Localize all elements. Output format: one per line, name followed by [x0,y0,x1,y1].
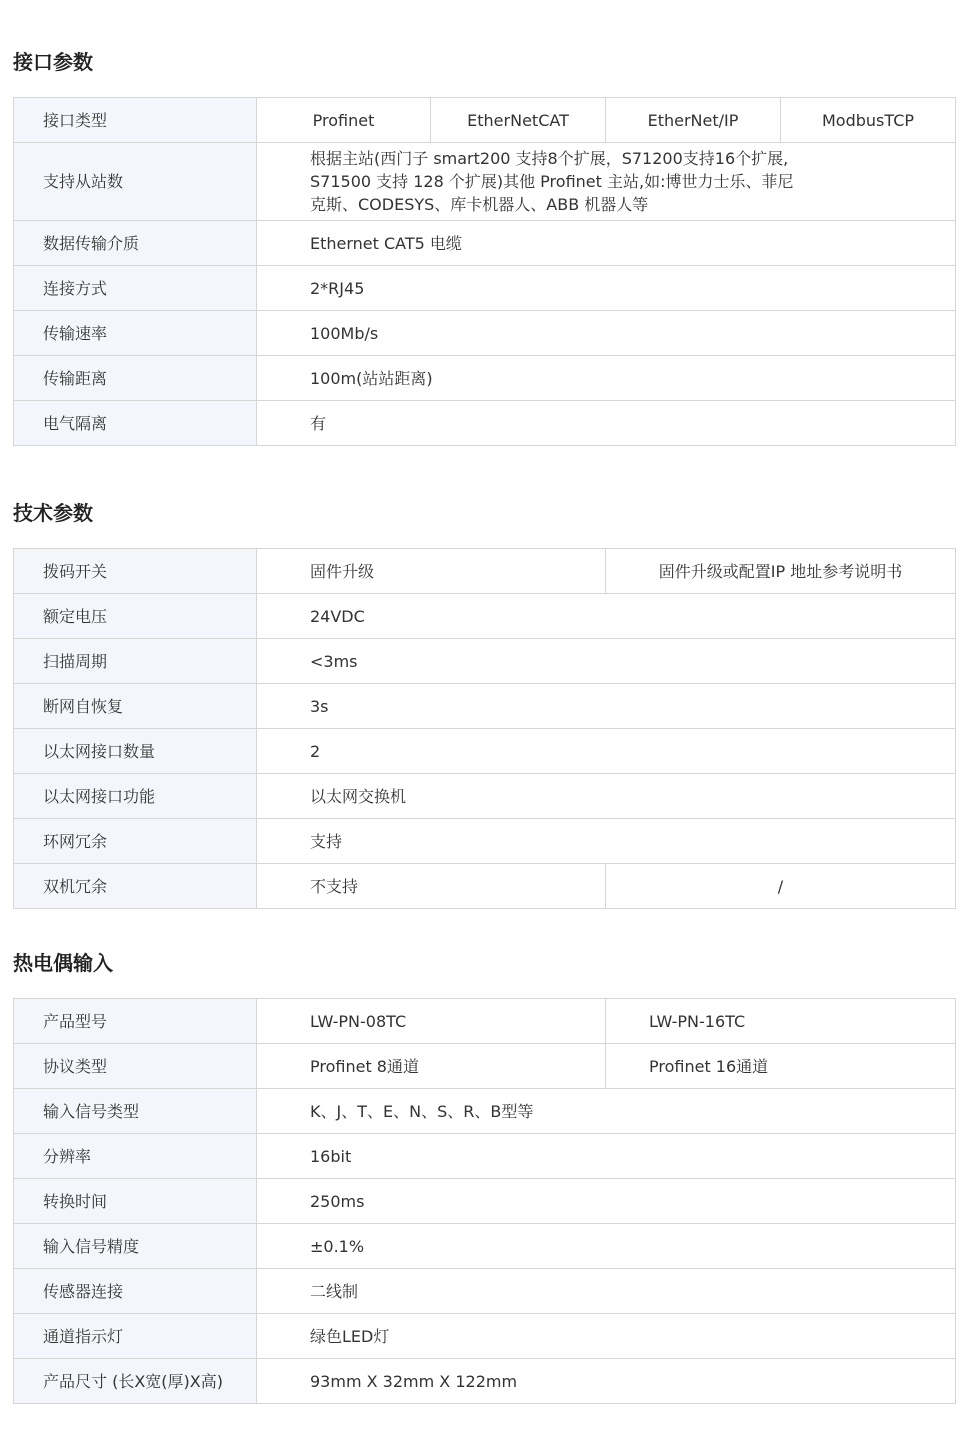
table-row [14,549,956,594]
row-label: 断网自恢复 [14,684,257,729]
table-row [14,999,956,1044]
table-row [14,221,956,266]
table-row [14,1359,956,1404]
row-label: 输入信号类型 [14,1089,257,1134]
row-label: 支持从站数 [14,143,257,221]
row-value: Ethernet CAT5 电缆 [257,221,956,266]
row-value: 二线制 [257,1269,956,1314]
row-label: 环网冗余 [14,819,257,864]
row-value: Profinet [257,98,431,143]
row-value: 支持 [257,819,956,864]
row-label: 产品尺寸 (长X宽(厚)X高) [14,1359,257,1404]
table-row [14,1269,956,1314]
row-value: <3ms [257,639,956,684]
row-value: ModbusTCP [781,98,956,143]
row-value: 不支持 [257,864,606,909]
row-value: ±0.1% [257,1224,956,1269]
row-value: 3s [257,684,956,729]
row-label: 传感器连接 [14,1269,257,1314]
row-label: 扫描周期 [14,639,257,684]
table-row [14,1314,956,1359]
table-row [14,98,956,143]
table-row [14,266,956,311]
table-row [14,401,956,446]
row-label: 电气隔离 [14,401,257,446]
table-row [14,1134,956,1179]
table-row [14,774,956,819]
row-value: 100Mb/s [257,311,956,356]
table-row [14,1089,956,1134]
row-value: 100m(站站距离) [257,356,956,401]
row-value: EtherNet/IP [606,98,781,143]
spec-table [13,998,956,1404]
row-value: 固件升级 [257,549,606,594]
table-row [14,864,956,909]
row-value: 16bit [257,1134,956,1179]
section-title: 热电偶输入 [13,951,113,975]
row-label: 传输速率 [14,311,257,356]
row-value: 绿色LED灯 [257,1314,956,1359]
row-label: 双机冗余 [14,864,257,909]
table-row [14,1179,956,1224]
section-title: 技术参数 [13,501,93,525]
spec-section [13,47,956,446]
row-value: Profinet 8通道 [257,1044,606,1089]
row-value: 24VDC [257,594,956,639]
row-value: 固件升级或配置IP 地址参考说明书 [606,549,956,594]
spec-table [13,548,956,909]
table-row [14,311,956,356]
row-value: 有 [257,401,956,446]
row-value: 以太网交换机 [257,774,956,819]
table-row [14,1224,956,1269]
row-label: 协议类型 [14,1044,257,1089]
table-row [14,356,956,401]
table-row [14,819,956,864]
row-value: LW-PN-08TC [257,999,606,1044]
spec-section [13,948,956,1404]
table-row [14,729,956,774]
row-value: 250ms [257,1179,956,1224]
row-label: 传输距离 [14,356,257,401]
row-label: 数据传输介质 [14,221,257,266]
row-label: 以太网接口功能 [14,774,257,819]
row-value: 2 [257,729,956,774]
section-title: 接口参数 [13,50,93,74]
row-label: 通道指示灯 [14,1314,257,1359]
table-row [14,639,956,684]
row-value: / [606,864,956,909]
row-label: 接口类型 [14,98,257,143]
row-label: 输入信号精度 [14,1224,257,1269]
table-row [14,143,956,221]
row-label: 连接方式 [14,266,257,311]
row-label: 转换时间 [14,1179,257,1224]
table-row [14,1044,956,1089]
row-label: 额定电压 [14,594,257,639]
row-value: 93mm X 32mm X 122mm [257,1359,956,1404]
row-label: 产品型号 [14,999,257,1044]
row-value: LW-PN-16TC [606,999,956,1044]
row-label: 以太网接口数量 [14,729,257,774]
row-label: 分辨率 [14,1134,257,1179]
spec-table [13,97,956,446]
table-row [14,594,956,639]
row-label: 拨码开关 [14,549,257,594]
row-value: EtherNetCAT [431,98,606,143]
row-value: 根据主站(西门子 smart200 支持8个扩展，S71200支持16个扩展, S71500 支持 128 个扩展)其他 Profinet 主站,如:博世力士乐、菲尼克斯、CODESYS、库卡机器人、ABB 机器人等 [257,143,956,221]
row-value: K、J、T、E、N、S、R、B型等 [257,1089,956,1134]
row-value: 2*RJ45 [257,266,956,311]
table-row [14,684,956,729]
spec-section [13,498,956,909]
row-value: Profinet 16通道 [606,1044,956,1089]
